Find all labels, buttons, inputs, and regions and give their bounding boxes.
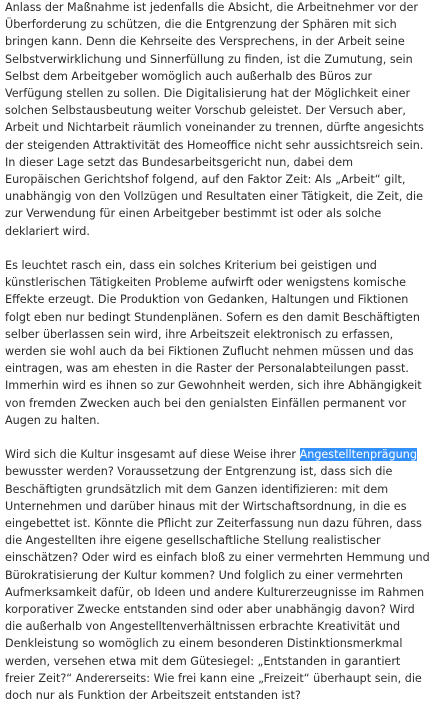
- article-body: [5, 0, 431, 721]
- paragraph-1: Anlass der Maßnahme ist jedenfalls die Absicht, die Arbeitnehmer vor der Überforderung zu schützen, die die Entgrenzung der Sphären mit sich bringen kann. Denn die Kehrseite des Versprechens, in der Arbeit seine Selbstverwirklichung und Sinnerfüllung zu finden, ist die Zumutung, sein Selbst dem Arbeitgeber womöglich auch außerhalb des Büros zur Verfügung stellen zu sollen. Die Digitalisierung hat der Möglichkeit einer solchen Selbstausbeutung weiter Vorschub geleistet. Der Versuch aber, Arbeit und Nichtarbeit räumlich voneinander zu trennen, dürfte angesichts der steigenden Attraktivität des Homeoffice nicht sehr aussichtsreich sein. In dieser Lage setzt das Bundesarbeitsgericht nun, dabei dem Europäischen Gerichtshof folgend, auf den Faktor Zeit: Als „Arbeit“ gilt, unabhängig von den Vollzügen und Resultaten einer Tätigkeit, die Zeit, die zur Verwendung für einen Arbeitgeber bestimmt ist oder als solche deklariert wird.: [5, 1, 424, 238]
- paragraph-3: [5, 446, 431, 704]
- selected-text[interactable]: Angestelltenprägung: [299, 448, 417, 462]
- paragraph-3-text-after: bewusster werden? Voraussetzung der Entgrenzung ist, dass sich die Beschäftigten grundsätzlich mit dem Ganzen identifizieren: mit dem Unternehmen und darüber hinaus mit der Wirtschaftsordnung, in die es eingebettet ist. Könnte die Pflicht zur Zeiterfassung nun dazu führen, dass die Angestellten ihre eigene gesellschaftliche Stellung realistischer einschätzen? Oder wird es einfach bloß zu einer vermehrten Hemmung und Bürokratisierung der Kultur kommen? Und folglich zu einer vermehrten Aufmerksamkeit dafür, ob Ideen und andere Kulturerzeugnisse im Rahmen korporativer Zwecke entstanden sind oder aber unabhängig davon? Wird die außerhalb von Angestelltenverhältnissen erbrachte Kreativität und Denkleistung so womöglich zu einem besonderen Distinktionsmerkmal werden, versehen etwa mit dem Gütesiegel: „Entstanden in garantiert freier Zeit?“ Andererseits: Wie frei kann eine „Freizeit“ überhaupt sein, die doch nur als Funktion der Arbeitszeit entstanden ist?: [5, 465, 430, 703]
- paragraph-2: Es leuchtet rasch ein, dass ein solches Kriterium bei geistigen und künstlerischen Tätigkeiten Probleme aufwirft oder wenigstens komische Effekte erzeugt. Die Produktion von Gedanken, Haltungen und Fiktionen folgt eben nur bedingt Stundenplänen. Sofern es den damit Beschäftigten selber überlassen sein wird, ihre Arbeitszeit elektronisch zu erfassen, werden sie wohl auch da bei Fiktionen Zuflucht nehmen müssen und das eintragen, was am ehesten in die Raster der Personalabteilungen passt. Immerhin wird es ihnen so zur Gewohnheit werden, sich ihre Abhängigkeit von fremden Zwecken auch bei den genialsten Einfällen permanent vor Augen zu halten.: [5, 259, 422, 427]
- paragraph-3-text-before: Wird sich die Kultur insgesamt auf diese Weise ihrer: [5, 448, 300, 462]
